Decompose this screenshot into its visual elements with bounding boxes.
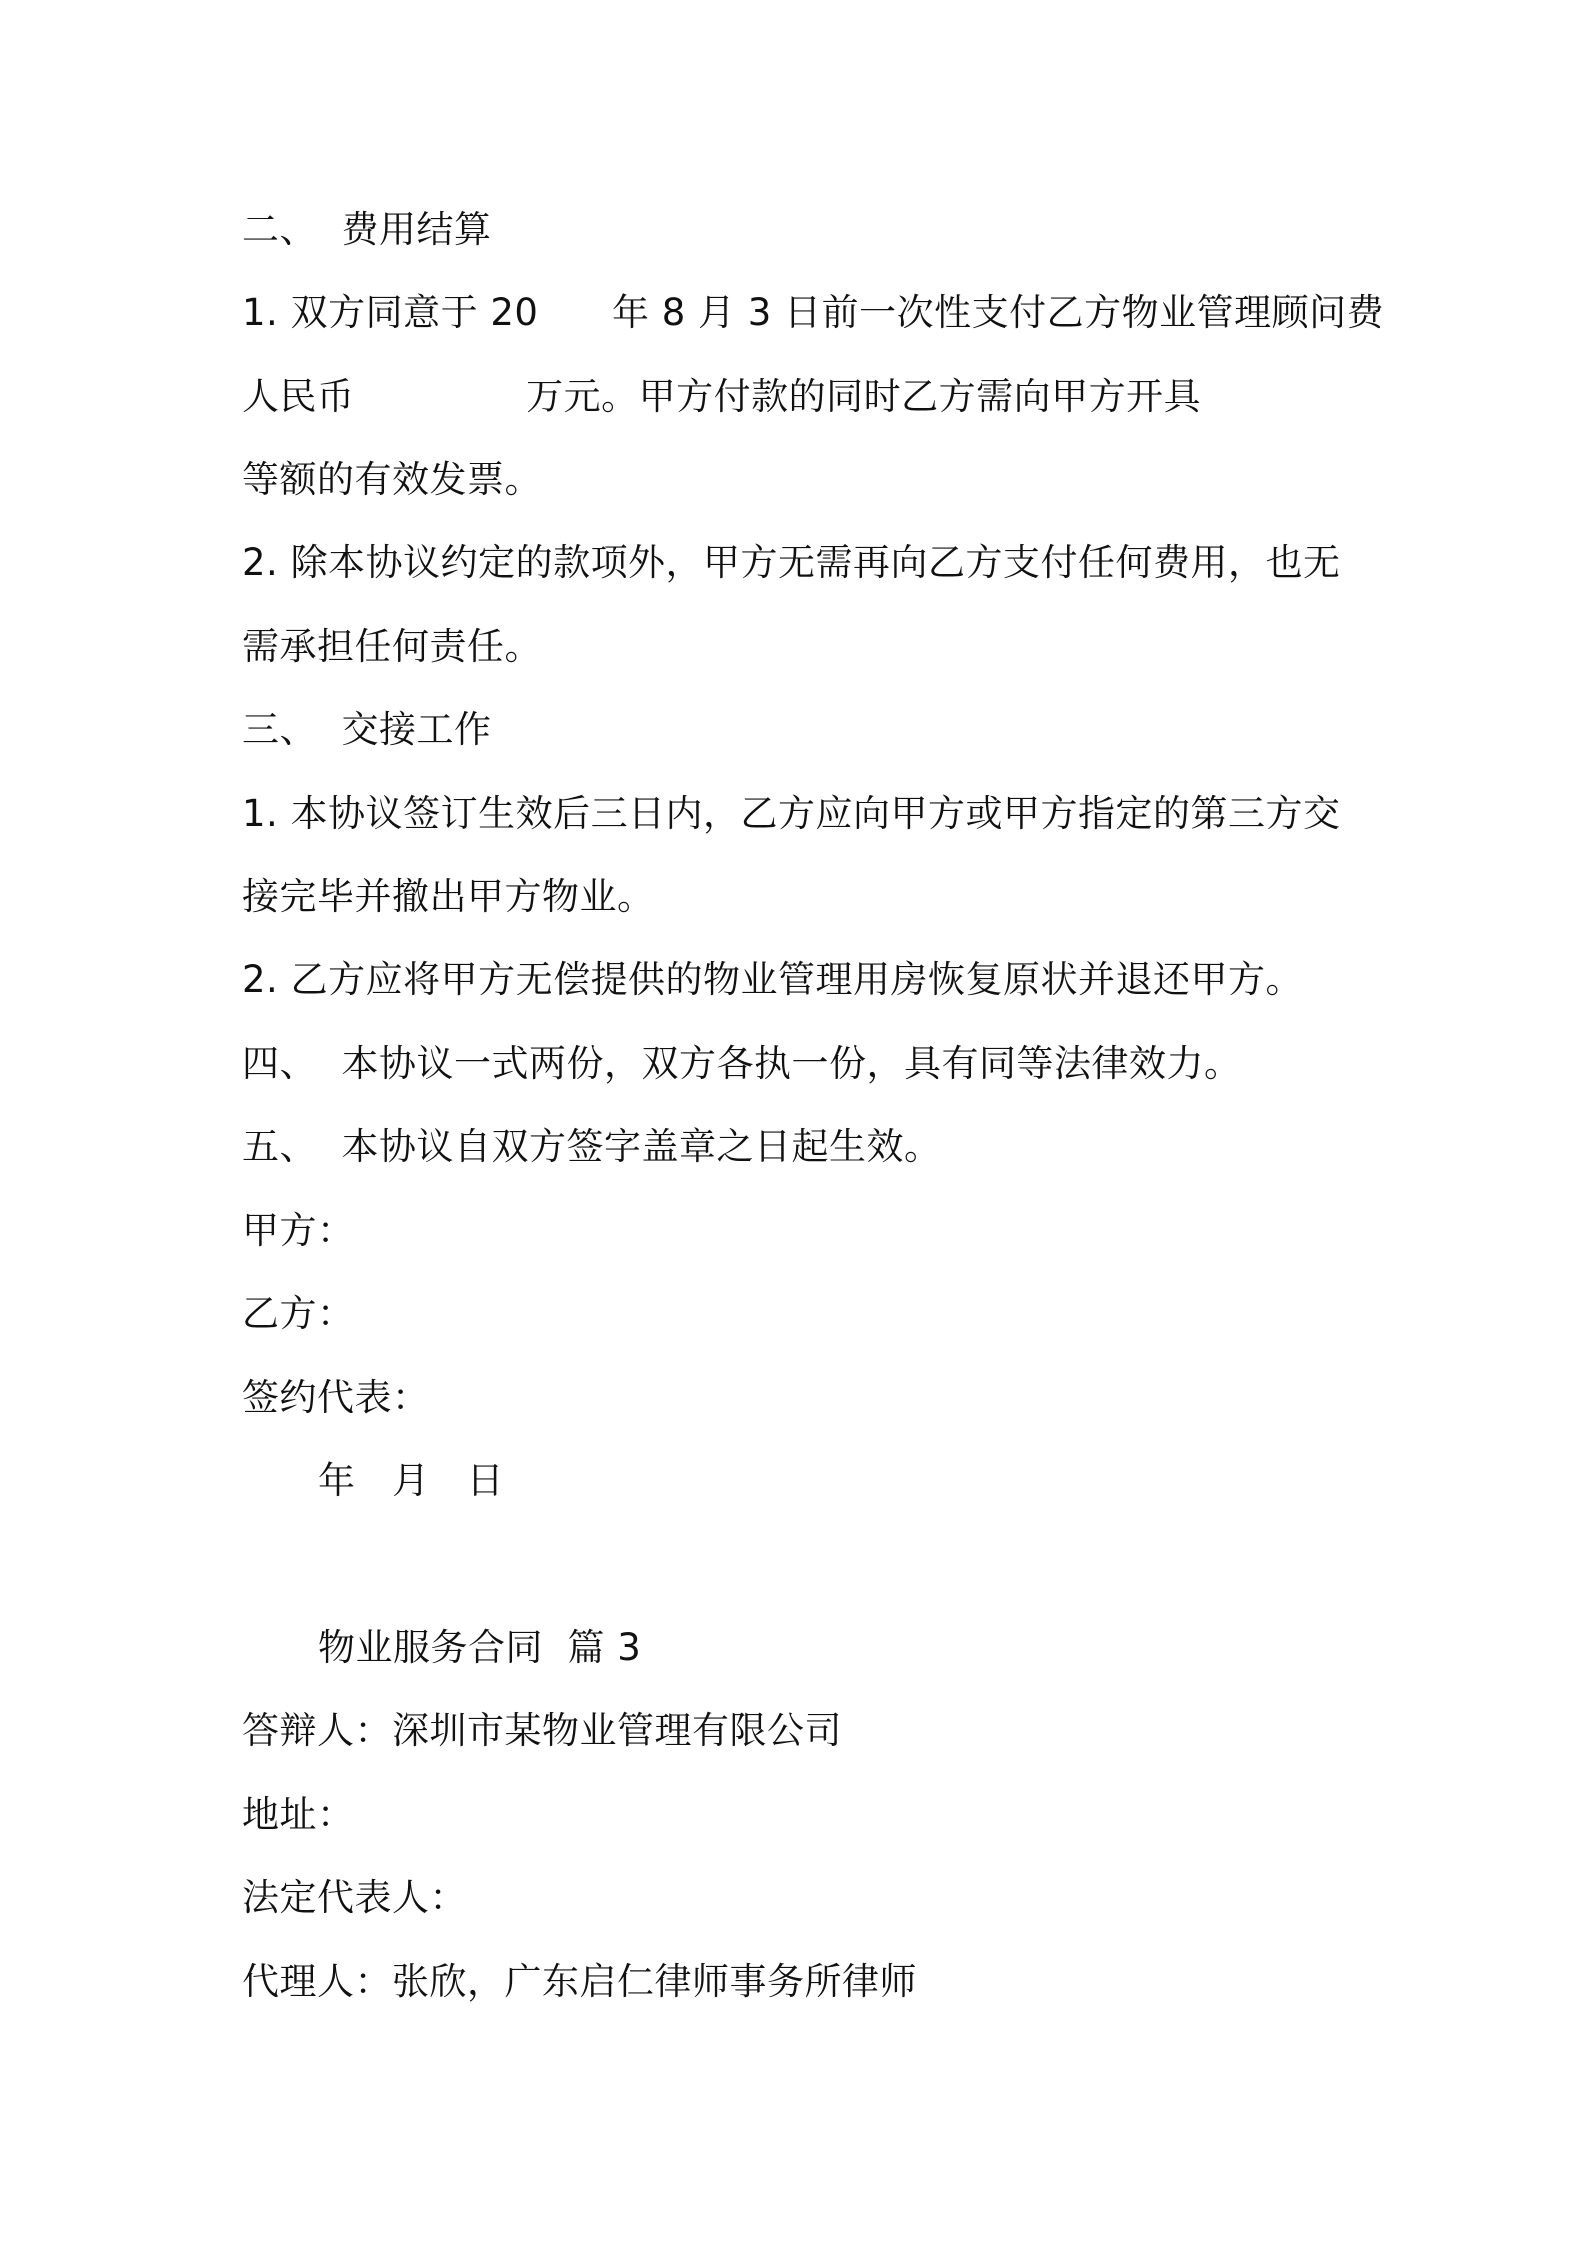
- section-heading-handover: 三、 交接工作: [242, 708, 492, 751]
- text-line: 接完毕并撤出甲方物业。: [242, 875, 655, 918]
- agent-line: 代理人：张欣，广东启仁律师事务所律师: [242, 1960, 917, 2003]
- text-line: 人民币 万元。甲方付款的同时乙方需向甲方开具: [242, 375, 1202, 418]
- legal-representative-line: 法定代表人：: [242, 1876, 467, 1919]
- text-line: 四、 本协议一式两份，双方各执一份，具有同等法律效力。: [242, 1042, 1242, 1085]
- respondent-line: 答辩人：深圳市某物业管理有限公司: [242, 1709, 842, 1752]
- text-line: 五、 本协议自双方签字盖章之日起生效。: [242, 1125, 942, 1168]
- text-line: 1. 本协议签订生效后三日内，乙方应向甲方或甲方指定的第三方交: [242, 792, 1341, 835]
- signatory-label: 签约代表：: [242, 1376, 430, 1419]
- address-line: 地址：: [242, 1793, 355, 1836]
- date-line: 年 月 日: [318, 1459, 505, 1502]
- section-heading-fees: 二、 费用结算: [242, 208, 492, 251]
- text-line: 等额的有效发票。: [242, 458, 542, 501]
- text-line: 2. 除本协议约定的款项外，甲方无需再向乙方支付任何费用，也无: [242, 541, 1341, 584]
- text-line: 2. 乙方应将甲方无偿提供的物业管理用房恢复原状并退还甲方。: [242, 958, 1304, 1001]
- text-line: 需承担任何责任。: [242, 625, 542, 668]
- contract-title: 物业服务合同 篇 3: [318, 1626, 642, 1669]
- text-line: 1. 双方同意于 20 年 8 月 3 日前一次性支付乙方物业管理顾问费: [242, 291, 1385, 334]
- party-b-label: 乙方：: [242, 1292, 355, 1335]
- party-a-label: 甲方：: [242, 1209, 355, 1252]
